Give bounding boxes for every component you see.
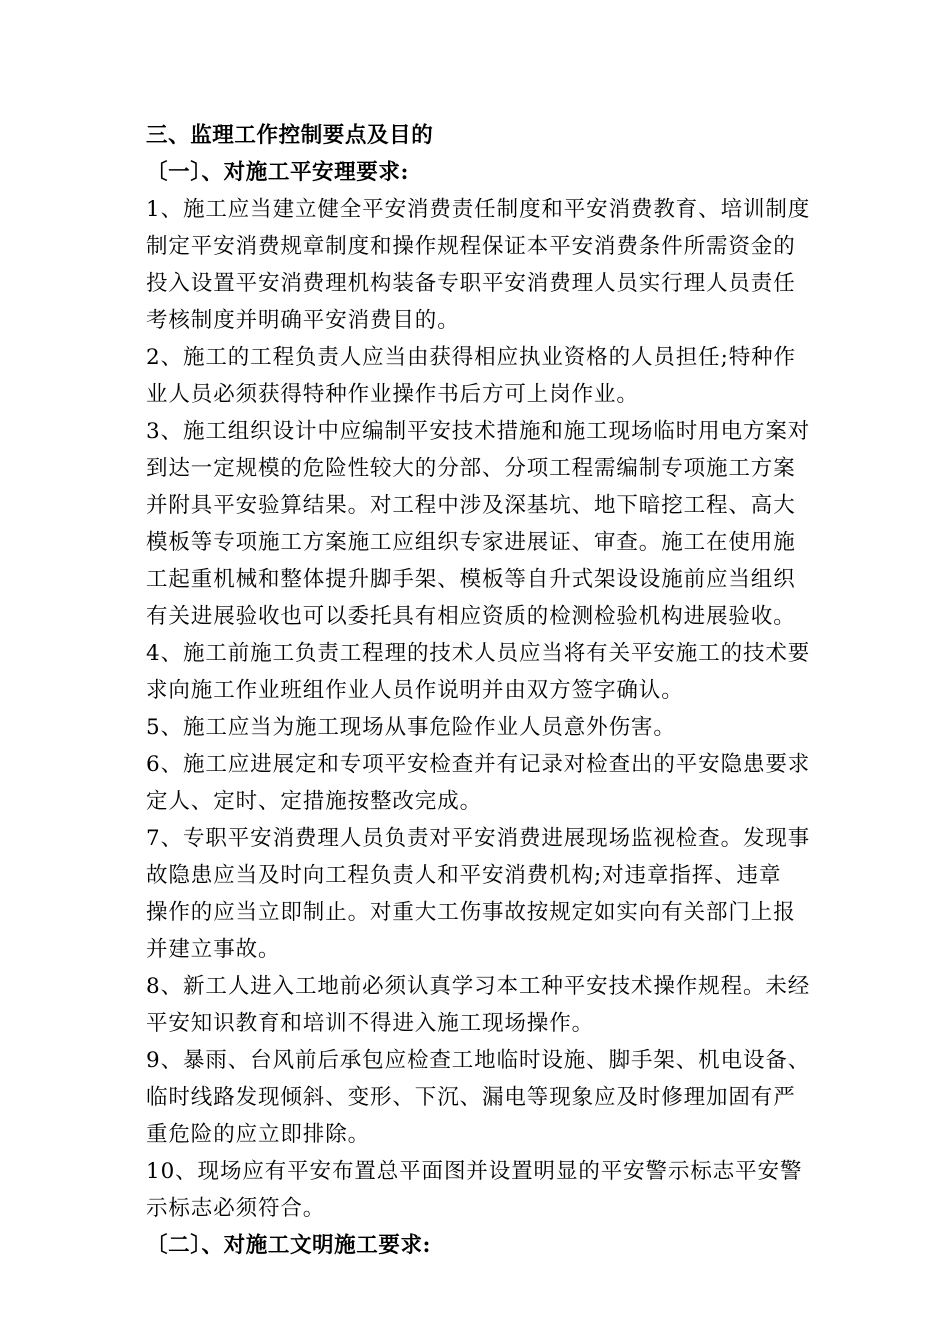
paragraph-line: 投入设置平安消费理机构装备专职平安消费理人员实行理人员责任 xyxy=(146,271,796,296)
list-item xyxy=(146,635,811,709)
paragraph-line: 8、新工人进入工地前必须认真学习本工种平安技术操作规程。未经 xyxy=(146,974,811,999)
list-item xyxy=(146,709,808,746)
list-item xyxy=(146,191,811,339)
list-item xyxy=(146,1153,808,1227)
list-item xyxy=(146,820,811,968)
paragraph-line: 3、施工组织设计中应编制平安技术措施和施工现场临时用电方案对 xyxy=(146,419,811,444)
paragraph-line: 并建立事故。 xyxy=(146,937,281,962)
paragraph-line: 2、施工的工程负责人应当由获得相应执业资格的人员担任;特种作 xyxy=(146,345,796,370)
subsection-title: 〔一〕、对施工平安理要求: xyxy=(146,160,409,185)
paragraph-line: 故隐患应当及时向工程负责人和平安消费机构;对违章指挥、违章 xyxy=(146,863,782,888)
paragraph-line: 并附具平安验算结果。对工程中涉及深基坑、地下暗挖工程、高大 xyxy=(146,493,796,518)
paragraph-line: 4、施工前施工负责工程理的技术人员应当将有关平安施工的技术要 xyxy=(146,641,811,666)
document-page xyxy=(146,117,811,1264)
list-item xyxy=(146,746,811,820)
paragraph-line: 7、专职平安消费理人员负责对平安消费进展现场监视检查。发现事 xyxy=(146,826,811,851)
paragraph-line: 求向施工作业班组作业人员作说明并由双方签字确认。 xyxy=(146,678,684,703)
paragraph-line: 9、暴雨、台风前后承包应检查工地临时设施、脚手架、机电设备、 xyxy=(146,1048,811,1073)
paragraph-line: 临时线路发现倾斜、变形、下沉、漏电等现象应及时修理加固有严 xyxy=(146,1085,796,1110)
list-item xyxy=(146,413,811,635)
paragraph-line: 制定平安消费规章制度和操作规程保证本平安消费条件所需资金的 xyxy=(146,234,796,259)
section-title: 三、监理工作控制要点及目的 xyxy=(146,123,434,148)
paragraph-line: 10、现场应有平安布置总平面图并设置明显的平安警示标志平安警 xyxy=(146,1159,803,1184)
list-item xyxy=(146,968,811,1042)
paragraph-line: 5、施工应当为施工现场从事危险作业人员意外伤害。 xyxy=(146,715,676,740)
paragraph-line: 定人、定时、定措施按整改完成。 xyxy=(146,789,483,814)
list-item xyxy=(146,1042,811,1153)
paragraph-line: 考核制度并明确平安消费目的。 xyxy=(146,308,460,333)
paragraph-line: 示标志必须符合。 xyxy=(146,1196,326,1221)
paragraph-line: 6、施工应进展定和专项平安检查并有记录对检查出的平安隐患要求 xyxy=(146,752,811,777)
subsection-title: 〔二〕、对施工文明施工要求: xyxy=(146,1233,432,1258)
paragraph-line: 到达一定规模的危险性较大的分部、分项工程需编制专项施工方案 xyxy=(146,456,796,481)
paragraph-line: 操作的应当立即制止。对重大工伤事故按规定如实向有关部门上报 xyxy=(146,900,796,925)
paragraph-line: 平安知识教育和培训不得进入施工现场操作。 xyxy=(146,1011,595,1036)
paragraph-line: 有关进展验收也可以委托具有相应资质的检测检验机构进展验收。 xyxy=(146,604,796,629)
paragraph-line: 重危险的应立即排除。 xyxy=(146,1122,371,1147)
paragraph-line: 工起重机械和整体提升脚手架、模板等自升式架设设施前应当组织 xyxy=(146,567,796,592)
paragraph-line: 业人员必须获得特种作业操作书后方可上岗作业。 xyxy=(146,382,639,407)
paragraph-line: 模板等专项施工方案施工应组织专家进展证、审查。施工在使用施 xyxy=(146,530,796,555)
paragraph-line: 1、施工应当建立健全平安消费责任制度和平安消费教育、培训制度 xyxy=(146,197,811,222)
list-item xyxy=(146,339,808,413)
